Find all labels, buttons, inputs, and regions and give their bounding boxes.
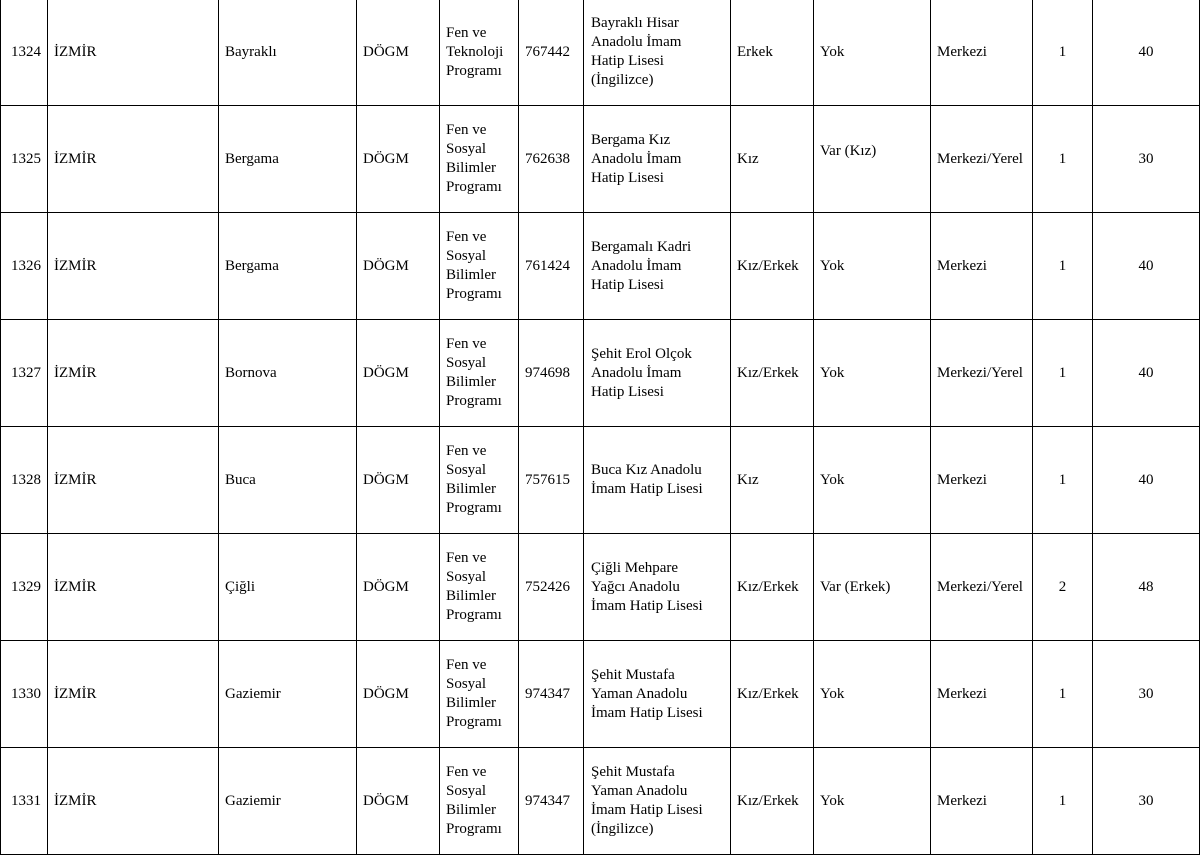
program-line: Sosyal (446, 569, 487, 585)
row-number-cell (1, 0, 48, 106)
district-cell (219, 0, 357, 106)
district-text: Bayraklı (225, 43, 277, 60)
school-name-line: Hatip Lisesi (591, 53, 664, 69)
program-cell (440, 748, 519, 855)
gender-text: Kız (737, 471, 759, 488)
district-text: Bergama (225, 150, 279, 167)
table-row (1, 534, 1200, 641)
row-number-text: 1330 (11, 685, 41, 702)
exam-type-cell (931, 641, 1033, 748)
exam-type-cell (931, 320, 1033, 427)
row-number-text: 1329 (11, 578, 41, 595)
district-text: Buca (225, 471, 256, 488)
unit-text: DÖGM (363, 43, 409, 60)
class-count-text: 1 (1058, 792, 1067, 809)
school-name-cell (584, 0, 731, 106)
district-text: Bornova (225, 364, 277, 381)
quota-text: 40 (1138, 43, 1154, 60)
dormitory-cell (814, 213, 931, 320)
district-text: Bergama (225, 257, 279, 274)
quota-text: 30 (1138, 150, 1154, 167)
exam-type-cell (931, 106, 1033, 213)
unit-text: DÖGM (363, 578, 409, 595)
school-code-text: 752426 (525, 578, 570, 595)
class-count-text: 1 (1058, 471, 1067, 488)
program-line: Fen ve (446, 764, 487, 780)
gender-text: Kız/Erkek (737, 685, 799, 702)
province-text: İZMİR (54, 150, 97, 167)
row-number-cell (1, 106, 48, 213)
gender-text: Kız/Erkek (737, 578, 799, 595)
dormitory-text: Yok (820, 43, 845, 60)
program-line: Fen ve (446, 657, 487, 673)
province-text: İZMİR (54, 364, 97, 381)
program-line: Bilimler (446, 267, 496, 283)
school-code-text: 762638 (525, 150, 570, 167)
school-name-line: Bergamalı Kadri (591, 238, 692, 255)
unit-text: DÖGM (363, 792, 409, 809)
dormitory-cell (814, 320, 931, 427)
program-line: Bilimler (446, 374, 496, 390)
school-code-text: 761424 (525, 257, 570, 274)
school-name-line: Bayraklı Hisar (591, 15, 679, 31)
exam-type-text: Merkezi (937, 685, 987, 702)
program-line: Bilimler (446, 160, 496, 176)
district-text: Gaziemir (225, 685, 281, 702)
school-code-cell (519, 106, 584, 213)
dormitory-text: Yok (820, 685, 845, 702)
quota-cell (1093, 534, 1200, 641)
district-cell (219, 748, 357, 855)
gender-text: Kız/Erkek (737, 257, 799, 274)
gender-cell (731, 213, 814, 320)
school-code-cell (519, 534, 584, 641)
school-code-cell (519, 641, 584, 748)
school-name-line: Buca Kız Anadolu (591, 462, 702, 478)
gender-cell (731, 748, 814, 855)
dormitory-cell (814, 0, 931, 106)
district-text: Gaziemir (225, 792, 281, 809)
province-text: İZMİR (54, 578, 97, 595)
program-line: Programı (446, 179, 502, 195)
gender-cell (731, 427, 814, 534)
program-line: Programı (446, 714, 502, 730)
province-cell (48, 427, 219, 534)
table-row (1, 641, 1200, 748)
quota-cell (1093, 427, 1200, 534)
exam-type-cell (931, 534, 1033, 641)
school-name-line: Şehit Erol Olçok (591, 345, 692, 362)
school-code-cell (519, 0, 584, 106)
row-number-cell (1, 320, 48, 427)
school-name-line: Hatip Lisesi (591, 276, 664, 293)
district-cell (219, 213, 357, 320)
program-cell (440, 106, 519, 213)
gender-cell (731, 0, 814, 106)
table-row (1, 748, 1200, 855)
quota-text: 48 (1138, 578, 1154, 595)
program-line: Sosyal (446, 462, 487, 478)
program-line: Programı (446, 607, 502, 623)
dormitory-text: Var (Kız) (820, 143, 877, 159)
exam-type-text: Merkezi (937, 43, 987, 60)
program-line: Sosyal (446, 783, 487, 799)
province-cell (48, 534, 219, 641)
quota-cell (1093, 320, 1200, 427)
school-name-line: (İngilizce) (591, 72, 654, 88)
quota-text: 40 (1138, 364, 1154, 381)
dormitory-text: Yok (820, 257, 845, 274)
unit-text: DÖGM (363, 150, 409, 167)
class-count-text: 1 (1058, 150, 1067, 167)
district-cell (219, 427, 357, 534)
program-line: Sosyal (446, 248, 487, 264)
school-code-text: 974698 (525, 364, 570, 381)
quota-cell (1093, 213, 1200, 320)
school-name-line: İmam Hatip Lisesi (591, 481, 703, 497)
row-number-cell (1, 748, 48, 855)
quota-cell (1093, 106, 1200, 213)
dormitory-text: Yok (820, 364, 845, 381)
class-count-cell (1033, 641, 1093, 748)
school-code-text: 757615 (525, 471, 570, 488)
dormitory-cell (814, 748, 931, 855)
school-name-line: Çiğli Mehpare (591, 559, 679, 576)
school-code-cell (519, 213, 584, 320)
province-cell (48, 0, 219, 106)
gender-text: Erkek (737, 43, 773, 60)
exam-type-text: Merkezi (937, 792, 987, 809)
exam-type-text: Merkezi/Yerel (937, 578, 1023, 595)
unit-text: DÖGM (363, 257, 409, 274)
class-count-text: 1 (1058, 257, 1067, 274)
table-row (1, 213, 1200, 320)
school-name-cell (584, 641, 731, 748)
school-name-line: Yağcı Anadolu (591, 578, 680, 595)
dormitory-text: Yok (820, 792, 845, 809)
school-code-cell (519, 748, 584, 855)
province-text: İZMİR (54, 43, 97, 60)
program-cell (440, 320, 519, 427)
program-line: Sosyal (446, 355, 487, 371)
gender-cell (731, 106, 814, 213)
exam-type-text: Merkezi (937, 257, 987, 274)
quota-cell (1093, 641, 1200, 748)
row-number-text: 1331 (11, 792, 41, 809)
unit-cell (357, 106, 440, 213)
quota-cell (1093, 748, 1200, 855)
gender-cell (731, 320, 814, 427)
dormitory-cell (814, 534, 931, 641)
table-row (1, 427, 1200, 534)
province-cell (48, 748, 219, 855)
exam-type-cell (931, 0, 1033, 106)
class-count-cell (1033, 106, 1093, 213)
school-name-cell (584, 106, 731, 213)
row-number-text: 1324 (11, 43, 41, 60)
class-count-text: 1 (1058, 364, 1067, 381)
program-cell (440, 641, 519, 748)
program-line: Programı (446, 393, 502, 409)
class-count-cell (1033, 0, 1093, 106)
row-number-cell (1, 213, 48, 320)
school-name-line: İmam Hatip Lisesi (591, 597, 703, 614)
district-cell (219, 320, 357, 427)
row-number-text: 1326 (11, 257, 41, 274)
school-name-cell (584, 427, 731, 534)
province-text: İZMİR (54, 471, 97, 488)
unit-cell (357, 213, 440, 320)
unit-cell (357, 641, 440, 748)
program-line: Programı (446, 62, 502, 79)
quota-text: 40 (1138, 257, 1154, 274)
exam-type-cell (931, 213, 1033, 320)
row-number-text: 1327 (11, 364, 41, 381)
province-cell (48, 641, 219, 748)
dormitory-cell (814, 427, 931, 534)
class-count-cell (1033, 748, 1093, 855)
program-line: Fen ve (446, 443, 487, 459)
program-line: Bilimler (446, 695, 496, 711)
program-line: Sosyal (446, 141, 487, 157)
table-row (1, 106, 1200, 213)
school-name-cell (584, 320, 731, 427)
quota-text: 30 (1138, 685, 1154, 702)
dormitory-cell (814, 106, 931, 213)
district-text: Çiğli (225, 578, 256, 595)
dormitory-cell (814, 641, 931, 748)
school-code-text: 974347 (525, 792, 570, 809)
gender-text: Kız/Erkek (737, 364, 799, 381)
unit-cell (357, 0, 440, 106)
school-name-line: İmam Hatip Lisesi (591, 704, 703, 721)
school-code-cell (519, 427, 584, 534)
school-code-cell (519, 320, 584, 427)
program-cell (440, 427, 519, 534)
class-count-text: 2 (1058, 578, 1067, 595)
gender-text: Kız/Erkek (737, 792, 799, 809)
province-cell (48, 320, 219, 427)
school-name-line: Yaman Anadolu (591, 783, 688, 799)
unit-cell (357, 427, 440, 534)
school-code-text: 974347 (525, 685, 570, 702)
province-cell (48, 213, 219, 320)
school-name-line: Yaman Anadolu (591, 685, 688, 702)
table-row (1, 320, 1200, 427)
province-text: İZMİR (54, 257, 97, 274)
unit-text: DÖGM (363, 685, 409, 702)
program-cell (440, 213, 519, 320)
unit-text: DÖGM (363, 364, 409, 381)
school-name-line: Şehit Mustafa (591, 764, 675, 780)
program-line: Bilimler (446, 481, 496, 497)
province-cell (48, 106, 219, 213)
program-line: Programı (446, 821, 502, 837)
quota-text: 30 (1138, 792, 1154, 809)
class-count-cell (1033, 534, 1093, 641)
dormitory-text: Yok (820, 471, 845, 488)
class-count-text: 1 (1058, 685, 1067, 702)
school-name-line: (İngilizce) (591, 821, 654, 837)
school-name-line: Anadolu İmam (591, 150, 682, 167)
row-number-text: 1325 (11, 150, 41, 167)
program-line: Fen ve (446, 229, 487, 245)
program-line: Fen ve (446, 122, 487, 138)
district-cell (219, 534, 357, 641)
unit-cell (357, 320, 440, 427)
school-name-line: Anadolu İmam (591, 34, 682, 50)
exam-type-cell (931, 427, 1033, 534)
class-count-text: 1 (1058, 43, 1067, 60)
school-name-line: Hatip Lisesi (591, 169, 664, 186)
school-name-line: Şehit Mustafa (591, 666, 675, 683)
program-line: Sosyal (446, 676, 487, 692)
program-line: Fen ve (446, 336, 487, 352)
exam-type-text: Merkezi/Yerel (937, 364, 1023, 381)
province-text: İZMİR (54, 685, 97, 702)
unit-text: DÖGM (363, 471, 409, 488)
school-name-line: Anadolu İmam (591, 257, 682, 274)
program-line: Programı (446, 500, 502, 516)
quota-text: 40 (1138, 471, 1154, 488)
school-name-line: Hatip Lisesi (591, 383, 664, 400)
gender-text: Kız (737, 150, 759, 167)
program-line: Programı (446, 286, 502, 302)
dormitory-text: Var (Erkek) (820, 578, 891, 595)
unit-cell (357, 748, 440, 855)
row-number-cell (1, 641, 48, 748)
province-text: İZMİR (54, 792, 97, 809)
unit-cell (357, 534, 440, 641)
school-name-cell (584, 534, 731, 641)
gender-cell (731, 641, 814, 748)
exam-type-text: Merkezi (937, 471, 987, 488)
row-number-text: 1328 (11, 471, 41, 488)
district-cell (219, 106, 357, 213)
class-count-cell (1033, 427, 1093, 534)
school-name-cell (584, 748, 731, 855)
district-cell (219, 641, 357, 748)
table-body (1, 0, 1200, 855)
program-line: Teknoloji (446, 43, 504, 60)
exam-type-cell (931, 748, 1033, 855)
program-cell (440, 0, 519, 106)
school-name-line: Bergama Kız (591, 131, 671, 148)
row-number-cell (1, 427, 48, 534)
program-line: Fen ve (446, 550, 487, 566)
class-count-cell (1033, 213, 1093, 320)
school-name-cell (584, 213, 731, 320)
program-line: Bilimler (446, 588, 496, 604)
gender-cell (731, 534, 814, 641)
school-name-line: Anadolu İmam (591, 364, 682, 381)
row-number-cell (1, 534, 48, 641)
class-count-cell (1033, 320, 1093, 427)
program-line: Bilimler (446, 802, 496, 818)
exam-type-text: Merkezi/Yerel (937, 150, 1023, 167)
school-code-text: 767442 (525, 43, 570, 60)
quota-cell (1093, 0, 1200, 106)
program-line: Fen ve (446, 24, 487, 41)
school-name-line: İmam Hatip Lisesi (591, 802, 703, 818)
program-cell (440, 534, 519, 641)
table-row (1, 0, 1200, 106)
